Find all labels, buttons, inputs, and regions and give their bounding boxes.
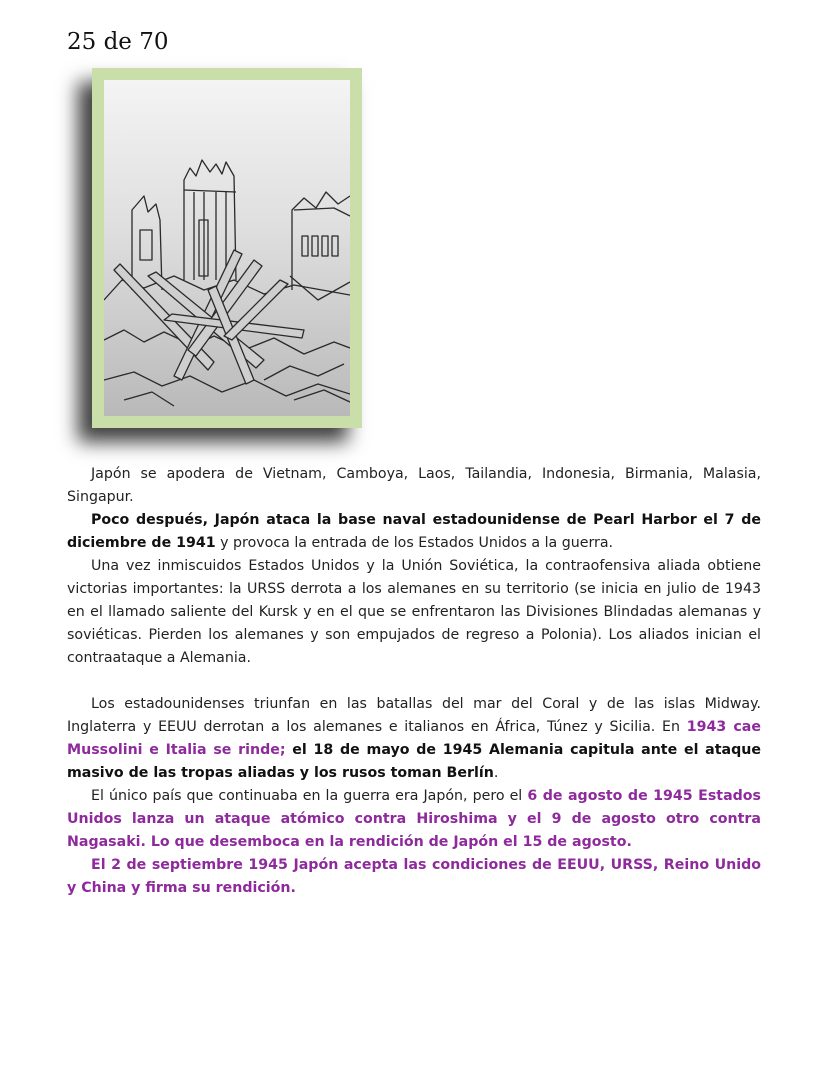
paragraph-1 <box>67 463 761 509</box>
paragraph-4 <box>67 693 761 785</box>
illustration-frame <box>92 68 362 428</box>
paragraph-5 <box>67 785 761 854</box>
text-block <box>67 463 761 900</box>
paragraph-2-text: y provoca la entrada de los Estados Unidos a la guerra. <box>215 535 614 551</box>
war-ruins-illustration-icon <box>104 80 350 416</box>
paragraph-2-bold: Poco después, Japón ataca la base naval estadounidense de Pearl Harbor el 7 de diciembre de 1941 <box>67 512 761 551</box>
page-counter: 25 de 70 <box>67 29 169 55</box>
paragraph-6 <box>67 854 761 900</box>
paragraph-5-text: El único país que continuaba en la guerra era Japón, pero el <box>91 788 528 804</box>
paragraph-3-text: Una vez inmiscuidos Estados Unidos y la Unión Soviética, la contraofensiva aliada obtiene victorias importantes: la URSS derrota a los alemanes en su territorio (se inicia en julio de 1943 en el llamado saliente del Kursk y en el que se enfrentaron las Divisiones Blindadas alemanas y soviéticas. Pierden los alemanes y son empujados de regreso a Polonia). Los aliados inician el contraataque a Alemania. <box>67 558 761 666</box>
paragraph-4-end: . <box>493 765 499 781</box>
paragraph-4-bold: el 18 de mayo de 1945 Alemania capitula ante el ataque masivo de las tropas aliadas y los rusos toman Berlín <box>67 742 761 781</box>
paragraph-4-text: Los estadounidenses triunfan en las batallas del mar del Coral y de las islas Midway. Inglaterra y EEUU derrotan a los alemanes e italianos en África, Túnez y Sicilia. En <box>67 696 761 735</box>
paragraph-6-highlight: El 2 de septiembre 1945 Japón acepta las condiciones de EEUU, URSS, Reino Unido y China y firma su rendición. <box>67 857 761 896</box>
paragraph-1-text: Japón se apodera de Vietnam, Camboya, Laos, Tailandia, Indonesia, Birmania, Malasia, Singapur. <box>67 466 761 505</box>
paragraph-4-highlight: 1943 cae Mussolini e Italia se rinde; <box>67 719 761 758</box>
paragraph-2 <box>67 509 761 555</box>
paragraph-3 <box>67 555 761 670</box>
paragraph-5-highlight: 6 de agosto de 1945 Estados Unidos lanza un ataque atómico contra Hiroshima y el 9 de agosto otro contra Nagasaki. Lo que desemboca en la rendición de Japón el 15 de agosto. <box>67 788 761 850</box>
